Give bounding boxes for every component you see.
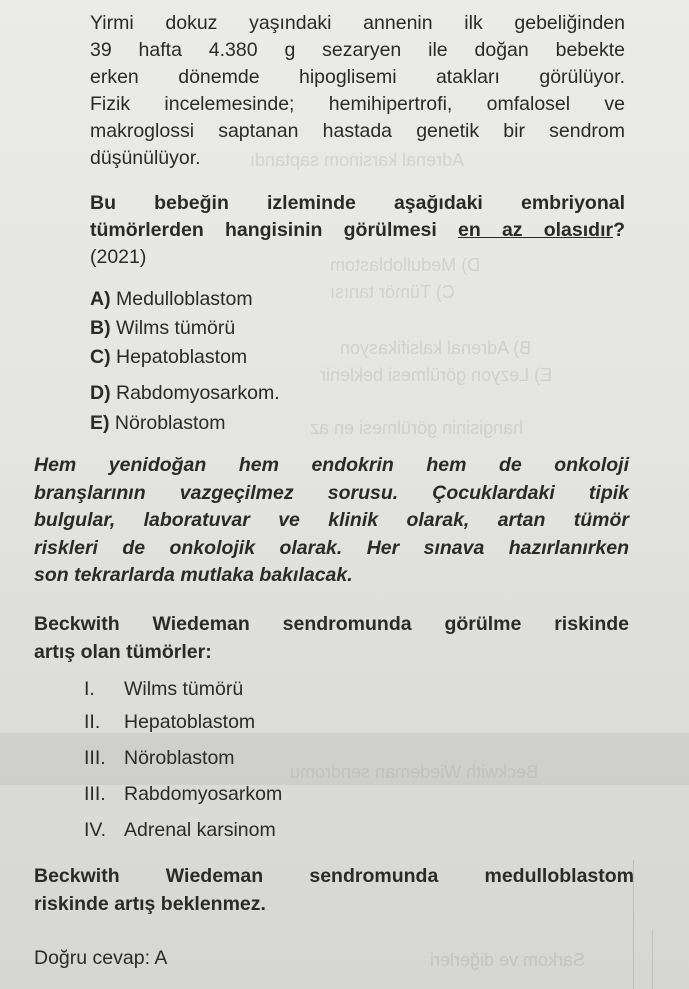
note-line: Beckwith Wiedeman sendromunda medulloblastom bbox=[34, 865, 634, 887]
commentary-line: son tekrarlarda mutlaka bakılacak. bbox=[34, 564, 353, 586]
question-text bbox=[90, 190, 625, 271]
commentary bbox=[34, 452, 629, 590]
option-letter: B) bbox=[90, 317, 111, 339]
question-stem bbox=[90, 10, 625, 172]
page-edge-line bbox=[633, 860, 634, 989]
list-text: Rabdomyosarkom bbox=[124, 783, 283, 805]
commentary-line: Hem yenidoğan hem endokrin hem de onkoloji bbox=[34, 454, 629, 476]
bleed-through-text: C) Tümör tanısı bbox=[330, 282, 455, 302]
commentary-line: branşlarının vazgeçilmez sorusu. Çocuklardaki tipik bbox=[34, 481, 629, 504]
stem-line: erken dönemde hipoglisemi atakları görülüyor. bbox=[90, 66, 625, 88]
stem-line: makroglossi saptanan hastada genetik bir sendrom bbox=[90, 120, 625, 142]
option-letter: C) bbox=[90, 346, 111, 368]
question-year: (2021) bbox=[90, 246, 147, 268]
bleed-through-text: Beckwith Wiedeman sendromu bbox=[290, 762, 539, 782]
bleed-through-text: B) Adrenal kalsifikasyon bbox=[340, 338, 532, 358]
question-line: Bu bebeğin izleminde aşağıdaki embriyonal bbox=[90, 192, 625, 214]
bleed-through-text: hangisinin görülmesi en az bbox=[310, 418, 524, 438]
list-numeral: II. bbox=[84, 711, 101, 733]
risk-list-item bbox=[84, 709, 255, 736]
risk-list-item bbox=[84, 745, 235, 772]
medulloblastoma-note bbox=[34, 862, 634, 918]
question-line bbox=[90, 217, 625, 244]
risk-heading-line: Beckwith Wiedeman sendromunda görülme riskinde bbox=[34, 613, 629, 635]
bleed-through-text: Sarkom ve diğerleri bbox=[430, 950, 586, 970]
option-letter: E) bbox=[90, 412, 110, 434]
option-letter: D) bbox=[90, 382, 111, 404]
list-numeral: IV. bbox=[84, 819, 107, 841]
question-line-prefix: tümörlerden hangisinin görülmesi bbox=[90, 219, 458, 241]
bleed-through-text: Adrenal karsinom saptandı bbox=[250, 150, 465, 170]
risk-heading bbox=[34, 610, 629, 666]
option-letter: A) bbox=[90, 288, 111, 310]
option-a[interactable] bbox=[90, 286, 253, 313]
risk-list-item bbox=[84, 817, 276, 844]
list-numeral: III. bbox=[84, 747, 106, 769]
option-text: Wilms tümörü bbox=[116, 317, 236, 339]
option-text: Rabdomyosarkom. bbox=[116, 382, 280, 404]
commentary-line: riskleri de onkolojik olarak. Her sınava hazırlanırken bbox=[34, 536, 629, 559]
list-text: Hepatoblastom bbox=[124, 711, 256, 733]
stem-line: düşünülüyor. bbox=[90, 147, 201, 169]
risk-heading-line: artış olan tümörler: bbox=[34, 641, 212, 663]
option-text: Hepatoblastom bbox=[116, 346, 248, 368]
risk-list-item bbox=[84, 676, 243, 703]
commentary-line: bulgular, laboratuvar ve klinik olarak, artan tümör bbox=[34, 509, 629, 531]
bleed-through-text: E) Lezyon görülmesi beklenir bbox=[320, 365, 553, 385]
option-e[interactable] bbox=[90, 410, 225, 437]
risk-list-item bbox=[84, 781, 282, 808]
option-b[interactable] bbox=[90, 315, 235, 342]
stem-line: 39 hafta 4.380 g sezaryen ile doğan bebekte bbox=[90, 39, 625, 61]
stem-line: Fizik incelemesinde; hemihipertrofi, omfalosel ve bbox=[90, 93, 625, 115]
bleed-through-text: D) Medulloblastom bbox=[330, 255, 481, 275]
list-text: Nöroblastom bbox=[124, 747, 235, 769]
page-edge-line bbox=[652, 930, 653, 989]
option-text: Medulloblastom bbox=[116, 288, 253, 310]
question-emphasis: en az olasıdır bbox=[458, 219, 614, 241]
question-mark: ? bbox=[613, 219, 625, 241]
list-text: Wilms tümörü bbox=[124, 678, 244, 700]
list-numeral: III. bbox=[84, 783, 106, 805]
stem-line: Yirmi dokuz yaşındaki annenin ilk gebeliğinden bbox=[90, 12, 625, 34]
correct-answer: Doğru cevap: A bbox=[34, 947, 168, 969]
option-d[interactable] bbox=[90, 380, 280, 407]
list-text: Adrenal karsinom bbox=[124, 819, 276, 841]
note-line: riskinde artış beklenmez. bbox=[34, 893, 266, 915]
list-numeral: I. bbox=[84, 678, 95, 700]
option-c[interactable] bbox=[90, 344, 247, 371]
option-text: Nöroblastom bbox=[114, 412, 226, 434]
